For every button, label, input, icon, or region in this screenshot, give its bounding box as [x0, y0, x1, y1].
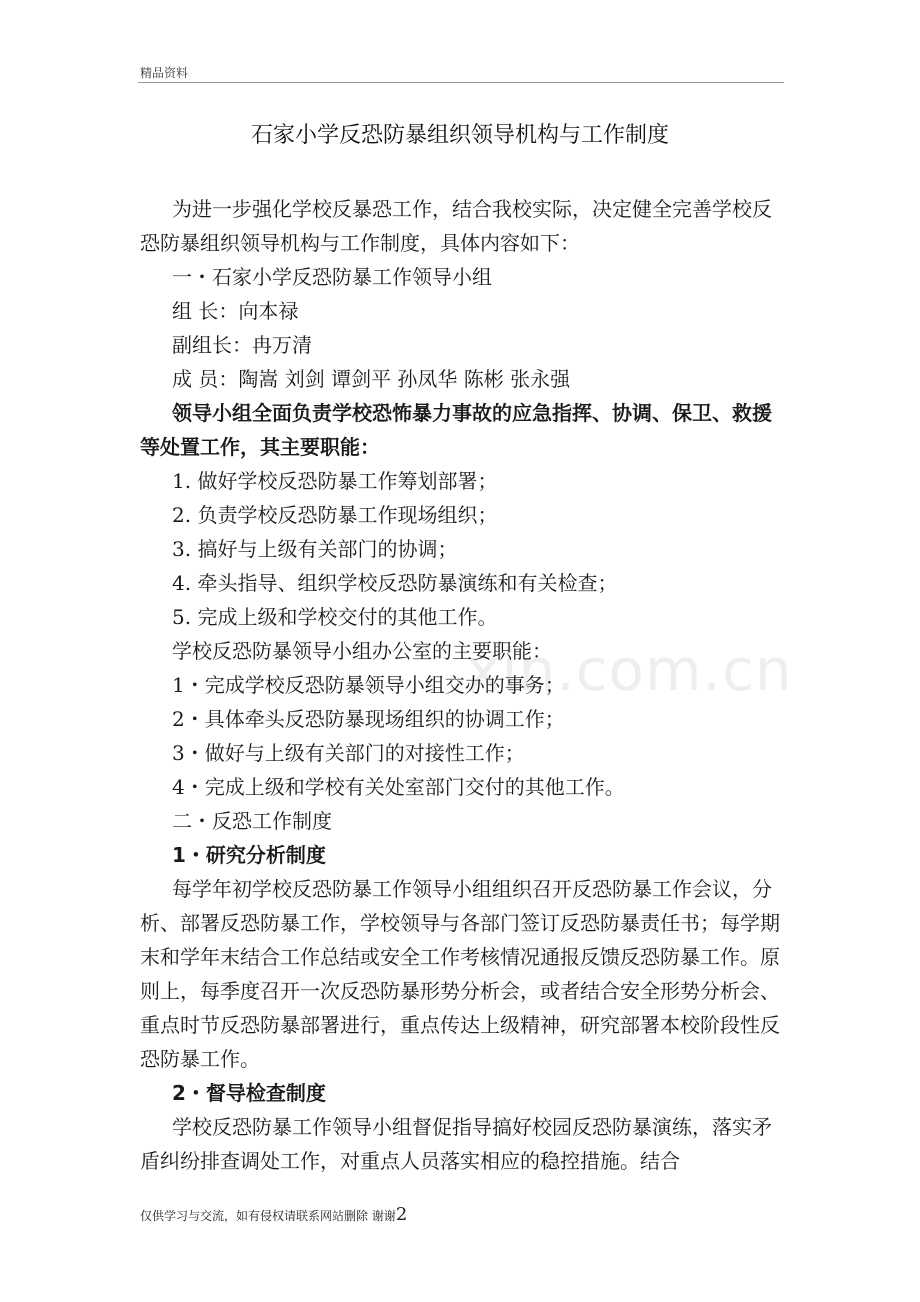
document-title: 石家小学反恐防暴组织领导机构与工作制度 — [250, 123, 669, 148]
duty-item: 1. 做好学校反恐防暴工作筹划部署； — [172, 469, 498, 493]
office-duty-item: 3・做好与上级有关部门的对接性工作； — [172, 741, 525, 765]
document-body — [140, 192, 782, 1178]
header-divider — [138, 82, 784, 83]
duty-intro: 领导小组全面负责学校恐怖暴力事故的应急指挥、协调、保卫、救援等处置工作，其主要职能： — [140, 401, 772, 459]
footer — [140, 1204, 407, 1225]
subsection2-text: 学校反恐防暴工作领导小组督促指导搞好校园反恐防暴演练，落实矛盾纠纷排查调处工作，对重点人员落实相应的稳控措施。结合 — [140, 1115, 772, 1173]
duty-item: 5. 完成上级和学校交付的其他工作。 — [172, 605, 498, 629]
leader-line — [140, 294, 782, 328]
office-duty-item: 1・完成学校反恐防暴领导小组交办的事务； — [172, 673, 565, 697]
watermark: xin.com.cn — [466, 636, 793, 704]
office-heading: 学校反恐防暴领导小组办公室的主要职能： — [172, 639, 552, 663]
leader-name: 向本禄 — [238, 299, 299, 323]
deputy-name: 冉万清 — [252, 333, 312, 357]
subsection1-text: 每学年初学校反恐防暴工作领导小组组织召开反恐防暴工作会议，分析、部署反恐防暴工作，学校领导与各部门签订反恐防暴责任书；每学期末和学年末结合工作总结或安全工作考核情况通报反馈反恐防暴工作。原则上，每季度召开一次反恐防暴形势分析会，或者结合安全形势分析会、重点时节反恐防暴部署进行，重点传达上级精神，研究部署本校阶段性反恐防暴工作。 — [140, 877, 780, 1071]
office-duty-item: 2・具体牵头反恐防暴现场组织的协调工作； — [172, 707, 565, 731]
header-label: 精品资料 — [140, 66, 189, 80]
members-line — [140, 362, 782, 396]
duty-item: 3. 搞好与上级有关部门的协调； — [172, 537, 458, 561]
office-duty-item: 4・完成上级和学校有关处室部门交付的其他工作。 — [172, 775, 625, 799]
footer-text: 仅供学习与交流，如有侵权请联系网站删除 谢谢 — [140, 1209, 396, 1223]
subsection1-heading: 1・研究分析制度 — [172, 843, 326, 867]
intro-paragraph: 为进一步强化学校反暴恐工作，结合我校实际，决定健全完善学校反恐防暴组织领导机构与工作制度，具体内容如下： — [140, 197, 772, 255]
leader-label: 组 长： — [172, 299, 239, 323]
members-label: 成 员： — [172, 367, 239, 391]
section1-heading: 一・石家小学反恐防暴工作领导小组 — [172, 265, 492, 289]
duty-item: 2. 负责学校反恐防暴工作现场组织； — [172, 503, 498, 527]
duty-item: 4. 牵头指导、组织学校反恐防暴演练和有关检查； — [172, 571, 618, 595]
section2-heading: 二・反恐工作制度 — [172, 809, 332, 833]
deputy-line — [140, 328, 782, 362]
page-number: 2 — [395, 1204, 408, 1225]
deputy-label: 副组长： — [172, 333, 252, 357]
members-names: 陶嵩 刘剑 谭剑平 孙凤华 陈彬 张永强 — [238, 367, 571, 391]
subsection2-heading: 2・督导检查制度 — [172, 1081, 326, 1105]
